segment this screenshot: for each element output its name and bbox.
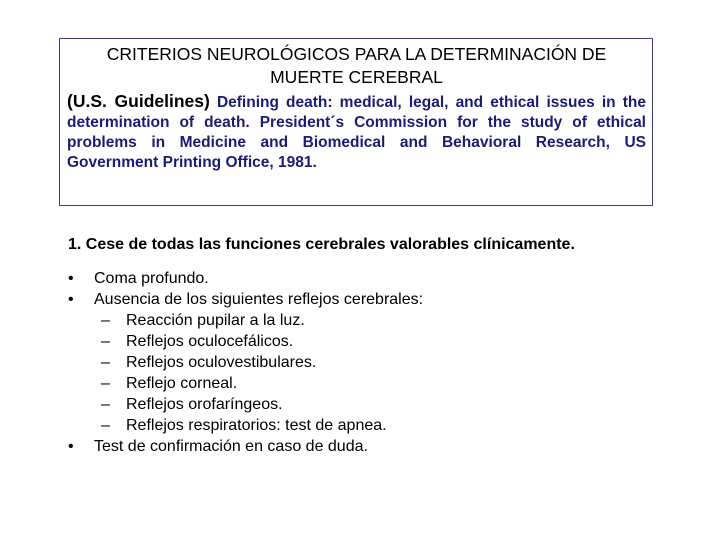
bullet-marker: • (68, 291, 74, 308)
sublist-item (94, 352, 423, 373)
reference-block (67, 91, 646, 173)
sublist-item-label: Reflejo corneal. (126, 375, 238, 392)
dash-marker: – (101, 396, 110, 413)
sublist-item (94, 394, 423, 415)
list-item-label: Test de confirmación en caso de duda. (94, 438, 368, 455)
list-item-label: Coma profundo. (94, 270, 209, 287)
dash-marker: – (101, 333, 110, 350)
dash-marker: – (101, 417, 110, 434)
list-item-reflexes (68, 289, 423, 436)
title-line-1: CRITERIOS NEUROLÓGICOS PARA LA DETERMINACIÓN DE (106, 44, 607, 64)
guidelines-label: (U.S. Guidelines) (67, 91, 210, 111)
dash-marker: – (101, 312, 110, 329)
sublist-item (94, 310, 423, 331)
bullet-marker: • (68, 270, 74, 287)
list-item-label: Ausencia de los siguientes reflejos cerebrales: (94, 291, 424, 308)
title-line-2: MUERTE CEREBRAL (270, 67, 443, 87)
dash-marker: – (101, 354, 110, 371)
criterion-heading: 1. Cese de todas las funciones cerebrales valorables clínicamente. (68, 236, 575, 253)
dash-marker: – (101, 375, 110, 392)
bullet-marker: • (68, 438, 74, 455)
reference-rest: issues in the determination of death. President´s Commission for the study of ethical problems in Medicine and Biomedical and Behavioral Research, US Government Printing Office, 1981. (67, 94, 646, 171)
title-box (59, 38, 653, 206)
sublist-item-label: Reflejos respiratorios: test de apnea. (126, 417, 387, 434)
sublist-item (94, 373, 423, 394)
reference-first-line: Defining death: medical, legal, and ethical (216, 94, 540, 111)
sublist-item-label: Reflejos oculocefálicos. (126, 333, 294, 350)
sublist-item-label: Reflejos orofaríngeos. (126, 396, 283, 413)
list-item-coma (68, 268, 423, 289)
sublist-item-label: Reflejos oculovestibulares. (126, 354, 317, 371)
criteria-list (68, 268, 423, 457)
list-item-confirmation (68, 436, 423, 457)
reflex-sublist (94, 310, 423, 436)
sublist-item (94, 415, 423, 436)
sublist-item (94, 331, 423, 352)
sublist-item-label: Reacción pupilar a la luz. (126, 312, 305, 329)
